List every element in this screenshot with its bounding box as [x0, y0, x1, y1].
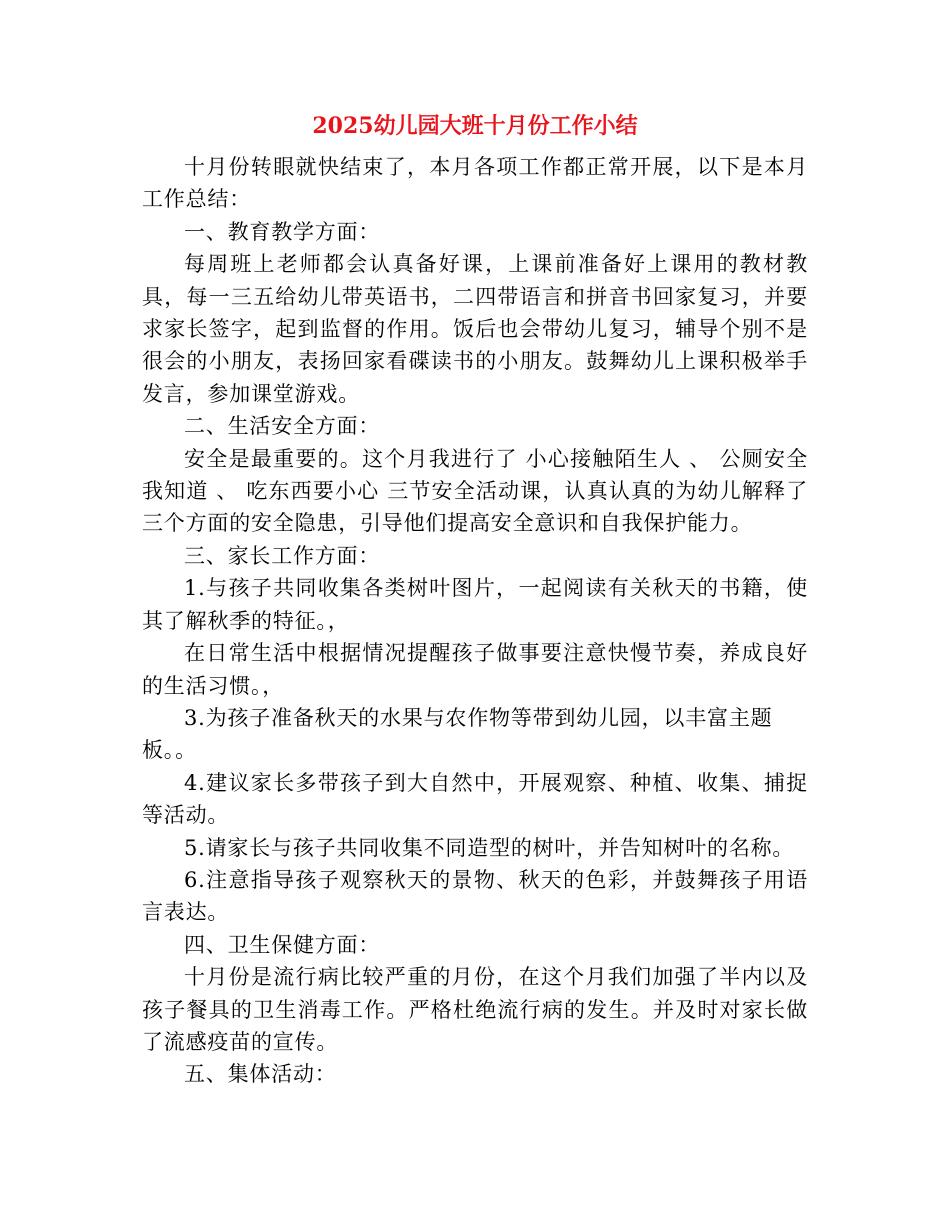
paragraph-health: 十月份是流行病比较严重的月份，在这个月我们加强了半内以及孩子餐具的卫生消毒工作。严格杜绝流行病的发生。并及时对家长做了流感疫苗的宣传。 [142, 965, 808, 1054]
section-heading-education: 一、教育教学方面： [184, 219, 381, 244]
section-heading-parents: 三、家长工作方面： [184, 543, 381, 568]
section-heading-safety: 二、生活安全方面： [184, 414, 381, 439]
document-title: 2025幼儿园大班十月份工作小结 [312, 113, 638, 139]
list-item-parents-1: 1.与孩子共同收集各类树叶图片，一起阅读有关秋天的书籍，使其了解秋季的特征。， [142, 576, 808, 633]
section-heading-group-activity: 五、集体活动： [184, 1062, 337, 1087]
list-item-parents-3: 3.为孩子准备秋天的水果与农作物等带到幼儿园，以丰富主题板。。 [142, 705, 773, 763]
section-heading-health: 四、卫生保健方面： [184, 932, 381, 957]
list-item-parents-4: 4.建议家长多带孩子到大自然中，开展观察、种植、收集、捕捉等活动。 [142, 770, 808, 828]
paragraph-safety: 安全是最重要的。这个月我进行了 小心接触陌生人 、 公厕安全我知道 、 吃东西要小心 三节安全活动课，认真认真的为幼儿解释了三个方面的安全隐患，引导他们提高安全意识和自我保护能力。 [142, 446, 808, 536]
paragraph-intro: 十月份转眼就快结束了，本月各项工作都正常开展，以下是本月工作总结： [142, 155, 808, 212]
document-body [142, 151, 808, 1091]
paragraph-education: 每周班上老师都会认真备好课，上课前准备好上课用的教材教具，每一三五给幼儿带英语书，二四带语言和拼音书回家复习，并要求家长签字，起到监督的作用。饭后也会带幼儿复习，辅导个别不是很会的小朋友，表扬回家看碟读书的小朋友。鼓舞幼儿上课积极举手发言，参加课堂游戏。 [142, 252, 808, 406]
list-item-parents-6: 6.注意指导孩子观察秋天的景物、秋天的色彩，并鼓舞孩子用语言表达。 [142, 867, 808, 925]
list-item-parents-2: 在日常生活中根据情况提醒孩子做事要注意快慢节奏，养成良好的生活习惯。， [142, 641, 808, 698]
list-item-parents-5: 5.请家长与孩子共同收集不同造型的树叶，并告知树叶的名称。 [184, 835, 795, 860]
